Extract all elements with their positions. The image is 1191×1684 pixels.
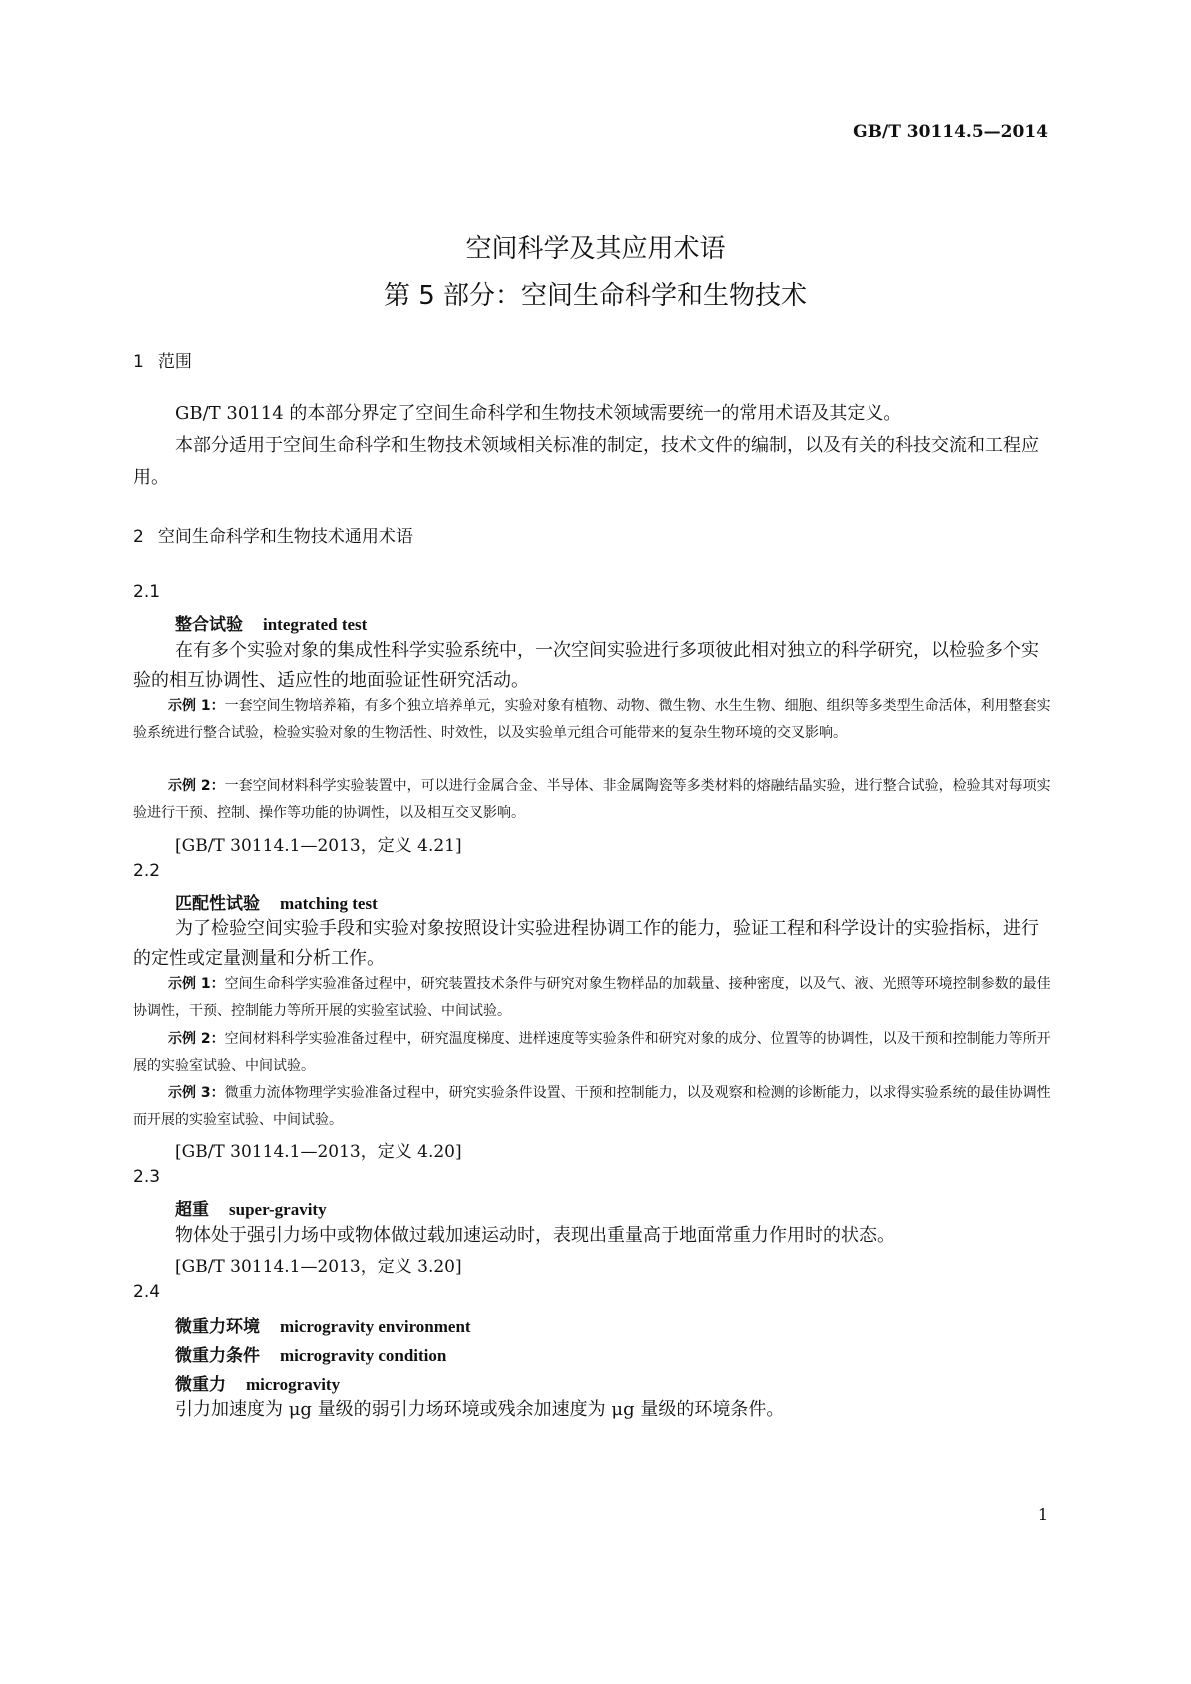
term-2-3-reference: [GB/T 30114.1—2013，定义 3.20] — [175, 1257, 462, 1277]
term-2-1-reference: [GB/T 30114.1—2013，定义 4.21] — [175, 836, 462, 856]
term-number: 2.2 — [133, 861, 161, 881]
term-2-2-definition: 为了检验空间实验手段和实验对象按照设计实验进程协调工作的能力，验证工程和科学设计的实验指标，进行的定性或定量测量和分析工作。 — [133, 918, 1039, 969]
term-number: 2.1 — [133, 582, 161, 602]
term-2-2-example-1: 示例 1：空间生命科学实验准备过程中，研究装置技术条件与研究对象生物样品的加载量、接种密度，以及气、液、光照等环境控制参数的最佳协调性，干预、控制能力等所开展的实验室试验、中间试验。 — [133, 976, 1051, 1019]
term-2-4-line-3: 微重力 microgravity — [175, 1375, 341, 1395]
term-number: 2.4 — [133, 1282, 161, 1302]
term-2-4-line-1: 微重力环境 microgravity environment — [175, 1317, 471, 1337]
term-2-1-example-1: 示例 1：一套空间生物培养箱，有多个独立培养单元，实验对象有植物、动物、微生物、水生生物、细胞、组织等多类型生命活体，利用整套实验系统进行整合试验，检验实验对象的生物活性、时效性，以及实验单元组合可能带来的复杂生物环境的交叉影响。 — [133, 698, 1051, 741]
term-2-1-definition: 在有多个实验对象的集成性科学实验系统中，一次空间实验进行多项彼此相对独立的科学研究，以检验多个实验的相互协调性、适应性的地面验证性研究活动。 — [133, 640, 1039, 691]
section-1-para-1: GB/T 30114 的本部分界定了空间生命科学和生物技术领域需要统一的常用术语及其定义。 — [175, 403, 902, 424]
term-2-3: 超重 super-gravity — [175, 1200, 327, 1220]
term-2-2-reference: [GB/T 30114.1—2013，定义 4.20] — [175, 1142, 462, 1162]
term-2-4-definition: 引力加速度为 μg 量级的弱引力场环境或残余加速度为 μg 量级的环境条件。 — [175, 1399, 785, 1420]
term-2-2: 匹配性试验 matching test — [175, 894, 378, 914]
document-subtitle: 第 5 部分：空间生命科学和生物技术 — [383, 281, 808, 311]
document-title: 空间科学及其应用术语 — [465, 234, 726, 264]
term-number: 2.3 — [133, 1167, 161, 1187]
term-2-4-line-2: 微重力条件 microgravity condition — [175, 1346, 447, 1366]
section-1-heading: 1 范围 — [133, 352, 192, 372]
term-2-2-example-3: 示例 3：微重力流体物理学实验准备过程中，研究实验条件设置、干预和控制能力，以及观察和检测的诊断能力，以求得实验系统的最佳协调性而开展的实验室试验、中间试验。 — [133, 1085, 1051, 1128]
term-2-3-definition: 物体处于强引力场中或物体做过载加速运动时，表现出重量高于地面常重力作用时的状态。 — [175, 1225, 895, 1246]
section-1-para-2: 本部分适用于空间生命科学和生物技术领域相关标准的制定，技术文件的编制，以及有关的科技交流和工程应用。 — [133, 435, 1039, 488]
term-2-1-example-2: 示例 2：一套空间材料科学实验装置中，可以进行金属合金、半导体、非金属陶瓷等多类材料的熔融结晶实验，进行整合试验，检验其对每项实验进行干预、控制、操作等功能的协调性，以及相互交叉影响。 — [133, 778, 1051, 821]
standard-number: GB/T 30114.5—2014 — [853, 122, 1048, 142]
page-number: 1 — [1037, 1505, 1048, 1524]
term-2-1: 整合试验 integrated test — [175, 615, 368, 635]
section-2-heading: 2 空间生命科学和生物技术通用术语 — [133, 527, 413, 547]
term-2-2-example-2: 示例 2：空间材料科学实验准备过程中，研究温度梯度、进样速度等实验条件和研究对象的成分、位置等的协调性，以及干预和控制能力等所开展的实验室试验、中间试验。 — [133, 1031, 1051, 1074]
